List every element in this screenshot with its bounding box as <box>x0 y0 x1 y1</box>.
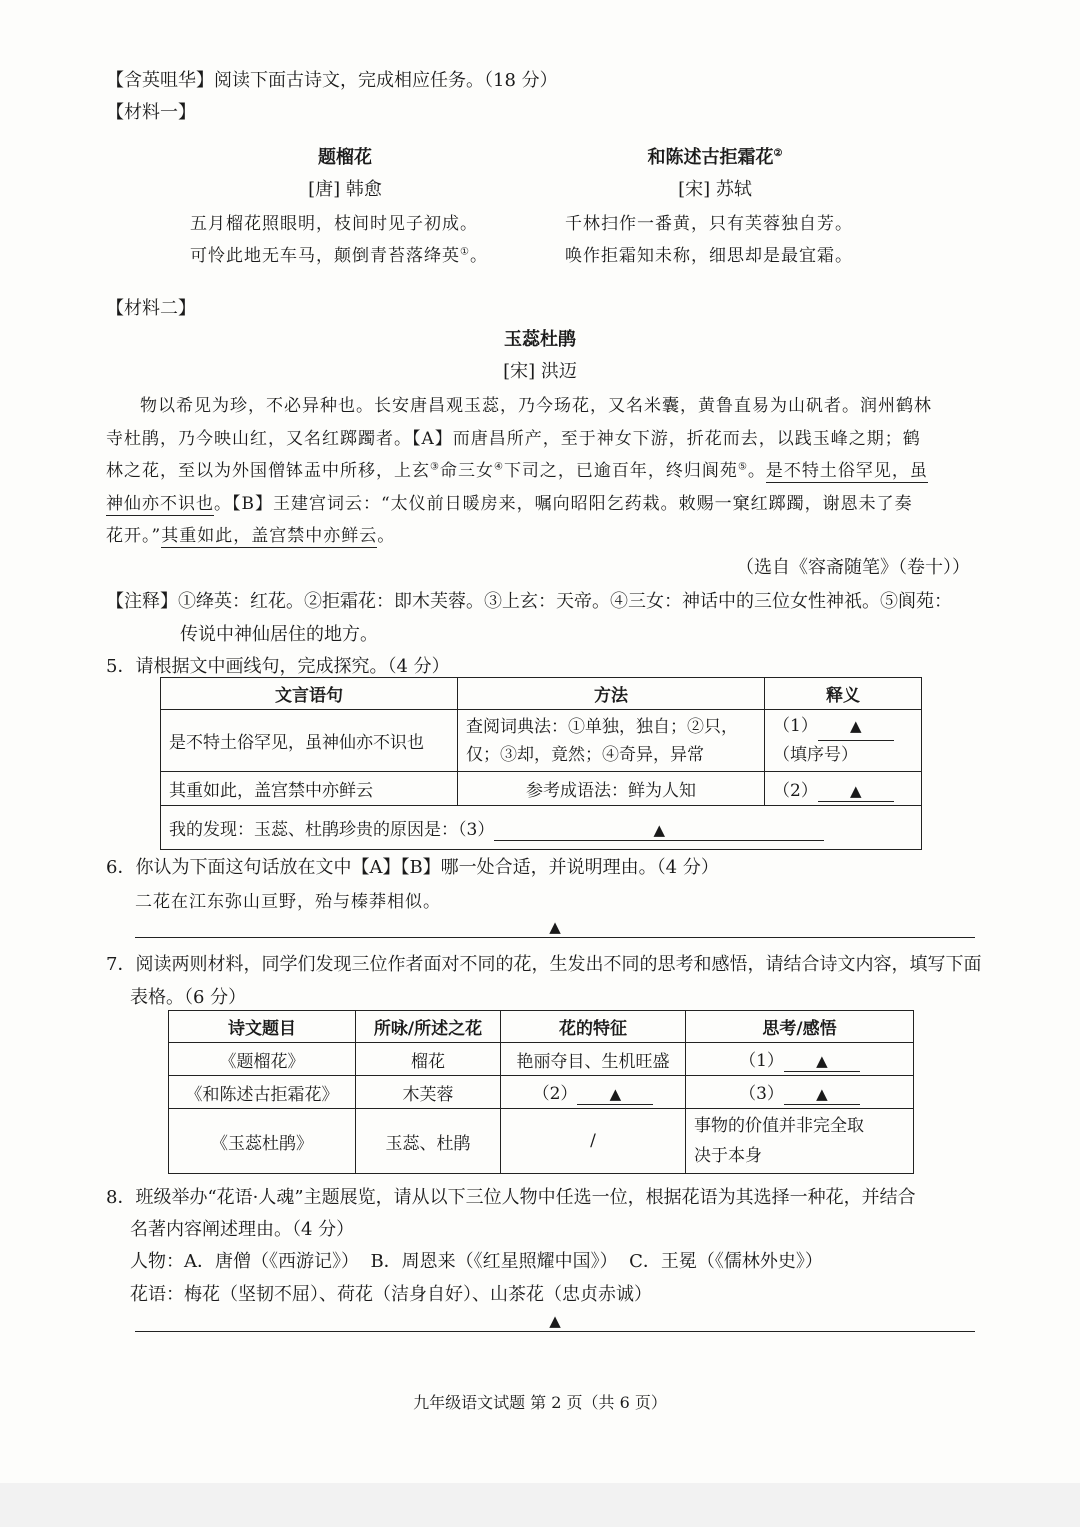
poem1-line2-wrap: 可怜此地无车马，颠倒青苔落绛英①。 <box>190 246 488 266</box>
intro-tag: 【含英咀华】 <box>106 70 214 91</box>
p3-text-a: 林之花，至以为外国僧钵盂中所移，上玄 <box>106 461 430 481</box>
q5-row1-method-line1: 查阅词典法：①单独，独自；②只， <box>466 716 738 737</box>
triangle-marker: ▲ <box>653 820 666 839</box>
triangle-marker: ▲ <box>549 1312 561 1330</box>
p4-text: 。【B】王建宫词云：“太仪前日暖房来，嘱向昭阳乞药栽。敕赐一窠红踯躅，谢恩未了奏 <box>214 494 913 514</box>
q7-row3-title: 《玉蕊杜鹃》 <box>169 1109 356 1174</box>
intro-instruction: 阅读下面古诗文，完成相应任务。（18 分） <box>214 70 558 91</box>
poem2-author: [宋] 苏轼 <box>678 179 752 200</box>
q6-quote: 二花在江东弥山亘野，殆与榛莽相似。 <box>135 892 441 912</box>
q7-text-line2: 表格。（6 分） <box>130 987 247 1008</box>
q8-people: 人物：A．唐僧（《西游记》） B．周恩来（《红星照耀中国》） C．王冕（《儒林外史》） <box>130 1251 823 1272</box>
bottom-band <box>0 1483 1080 1527</box>
q5-row2-sentence: 其重如此，盖宫禁中亦鲜云 <box>161 772 458 806</box>
q7-header-flower: 所咏/所述之花 <box>356 1011 501 1043</box>
q5-header-sentence: 文言语句 <box>161 678 458 710</box>
intro-line <box>106 66 558 92</box>
p3-text-c: 下司之，已逾百年，终归阆苑 <box>503 461 738 481</box>
q7-row1-feature: 艳丽夺目、生机旺盛 <box>501 1043 686 1076</box>
answer-blank[interactable] <box>577 1084 653 1105</box>
triangle-marker: ▲ <box>816 1085 828 1103</box>
p5-text-a: 花开。” <box>106 526 162 546</box>
underlined-sentence-part2: 神仙亦不识也 <box>106 494 214 514</box>
q6-text: 6．你认为下面这句话放在文中【A】【B】哪一处合适，并说明理由。（4 分） <box>106 857 719 878</box>
q5-row2-method: 参考成语法：鲜为人知 <box>458 772 765 806</box>
q7-header-feature: 花的特征 <box>501 1011 686 1043</box>
q7-row1-thought <box>686 1043 914 1076</box>
q7-text-line1: 7．阅读两则材料，同学们发现三位作者面对不同的花，生发出不同的思考和感悟，请结合诗文内容，填写下面 <box>106 954 982 975</box>
poem2-line2: 唤作拒霜知未称，细思却是最宜霜。 <box>565 246 853 266</box>
q7-row2-feature-num: （2） <box>532 1084 578 1104</box>
triangle-marker: ▲ <box>549 918 561 936</box>
q5-finding-row <box>161 806 922 850</box>
material2-label: 【材料二】 <box>106 298 196 319</box>
q5-row2-answer <box>765 772 922 806</box>
q5-text: 5．请根据文中画线句，完成探究。（4 分） <box>106 656 450 677</box>
answer-line[interactable] <box>135 937 975 938</box>
q8-text-line2: 名著内容阐述理由。（4 分） <box>130 1219 355 1240</box>
page-footer: 九年级语文试题 第 2 页（共 6 页） <box>413 1393 667 1412</box>
note-mark-4: ④ <box>493 461 504 473</box>
poem2-title: 和陈述古拒霜花 <box>647 147 774 168</box>
material1-label: 【材料一】 <box>106 102 196 123</box>
q7-row2-flower: 木芙蓉 <box>356 1076 501 1109</box>
note-mark-3: ③ <box>430 461 440 473</box>
q7-header-title: 诗文题目 <box>169 1011 356 1043</box>
material2-paragraph-line1: 物以希见为珍，不必异种也。长安唐昌观玉蕊，乃今玚花，又名米囊，黄鲁直易为山矾者。润州鹤林 <box>140 396 932 416</box>
q7-row2-title: 《和陈述古拒霜花》 <box>169 1076 356 1109</box>
q7-row3-thought-line1: 事物的价值并非完全取 <box>694 1116 864 1136</box>
q7-row1-flower: 榴花 <box>356 1043 501 1076</box>
q5-row1-ans-num: （1） <box>773 716 818 736</box>
q7-header-thought: 思考/感悟 <box>686 1011 914 1043</box>
underlined-sentence-part1: 是不特土俗罕见，虽 <box>765 461 928 481</box>
q7-row3-thought <box>686 1109 914 1174</box>
q5-finding-label: 我的发现：玉蕊、杜鹃珍贵的原因是：（3） <box>169 819 495 840</box>
q7-row2-thought-num: （3） <box>739 1084 784 1104</box>
note-mark-2: ② <box>773 148 783 159</box>
answer-blank[interactable] <box>784 1051 860 1072</box>
q5-row1-ans-hint: （填序号） <box>773 745 858 765</box>
material2-source: （选自《容斋随笔》（卷十）） <box>736 557 970 578</box>
q7-row3-thought-line2: 决于本身 <box>694 1146 762 1166</box>
notes-line2: 传说中神仙居住的地方。 <box>180 624 378 645</box>
q7-row3-flower: 玉蕊、杜鹃 <box>356 1109 501 1174</box>
poem1-author: [唐] 韩愈 <box>308 179 382 200</box>
poem1-line2: 可怜此地无车马，颠倒青苔落绛英 <box>190 246 460 266</box>
q5-header-method: 方法 <box>458 678 765 710</box>
triangle-marker: ▲ <box>850 781 862 800</box>
notes-line1: 【注释】①绛英：红花。②拒霜花：即木芙蓉。③上玄：天帝。④三女：神话中的三位女性神祇。⑤阆苑： <box>106 591 952 612</box>
underlined-sentence-2: 其重如此，盖宫禁中亦鲜云 <box>161 526 378 546</box>
q5-header-meaning: 释义 <box>765 678 922 710</box>
answer-blank[interactable] <box>818 712 894 741</box>
q5-table <box>160 677 922 850</box>
q8-flowers: 花语：梅花（坚韧不屈）、荷花（洁身自好）、山茶花（忠贞赤诚） <box>130 1284 652 1305</box>
triangle-marker: ▲ <box>850 717 862 735</box>
q7-row2-feature <box>501 1076 686 1109</box>
q7-row1-title: 《题榴花》 <box>169 1043 356 1076</box>
poem1-line1: 五月榴花照眼明，枝间时见子初成。 <box>190 214 478 234</box>
triangle-marker: ▲ <box>609 1085 622 1103</box>
q8-text-line1: 8．班级举办“花语·人魂”主题展览，请从以下三位人物中任选一位，根据花语为其选择一种花，并结合 <box>106 1187 916 1208</box>
note-mark-5: ⑤ <box>737 461 748 473</box>
note-mark-1: ① <box>460 246 470 258</box>
p3-text-d: 。 <box>747 461 766 481</box>
answer-line[interactable] <box>135 1331 975 1332</box>
q7-row2-thought <box>686 1076 914 1109</box>
poem1-title: 题榴花 <box>318 147 372 168</box>
q5-row1-sentence: 是不特土俗罕见，虽神仙亦不识也 <box>161 710 458 772</box>
triangle-marker: ▲ <box>816 1052 828 1070</box>
material2-author: [宋] 洪迈 <box>503 361 577 382</box>
q5-row1-answer <box>765 710 922 772</box>
q5-row1-method <box>458 710 765 772</box>
q5-row2-ans-num: （2） <box>773 780 818 801</box>
p3-text-b: 命三女 <box>439 461 494 481</box>
q7-table <box>168 1010 914 1174</box>
material2-paragraph-line3 <box>106 456 928 481</box>
material2-paragraph-line5 <box>106 521 395 546</box>
poem2-title-wrap <box>610 143 820 169</box>
poem2-line1: 千林扫作一番黄，只有芙蓉独自芳。 <box>565 214 853 234</box>
material2-paragraph-line2: 寺杜鹃，乃今映山红，又名红踯躅者。【A】而唐昌所产，至于神女下游，折花而去，以践玉峰之期；鹤 <box>106 429 921 449</box>
q7-row3-feature: / <box>501 1109 686 1174</box>
material2-paragraph-line4 <box>106 489 913 514</box>
material2-title: 玉蕊杜鹃 <box>504 329 576 350</box>
q5-row1-method-line2: 仅；③却，竟然；④奇异，异常 <box>466 744 704 765</box>
answer-blank[interactable] <box>494 820 824 841</box>
q7-row1-thought-num: （1） <box>739 1051 784 1071</box>
answer-blank[interactable] <box>818 781 894 802</box>
p5-text-b: 。 <box>377 526 396 546</box>
answer-blank[interactable] <box>784 1084 860 1105</box>
